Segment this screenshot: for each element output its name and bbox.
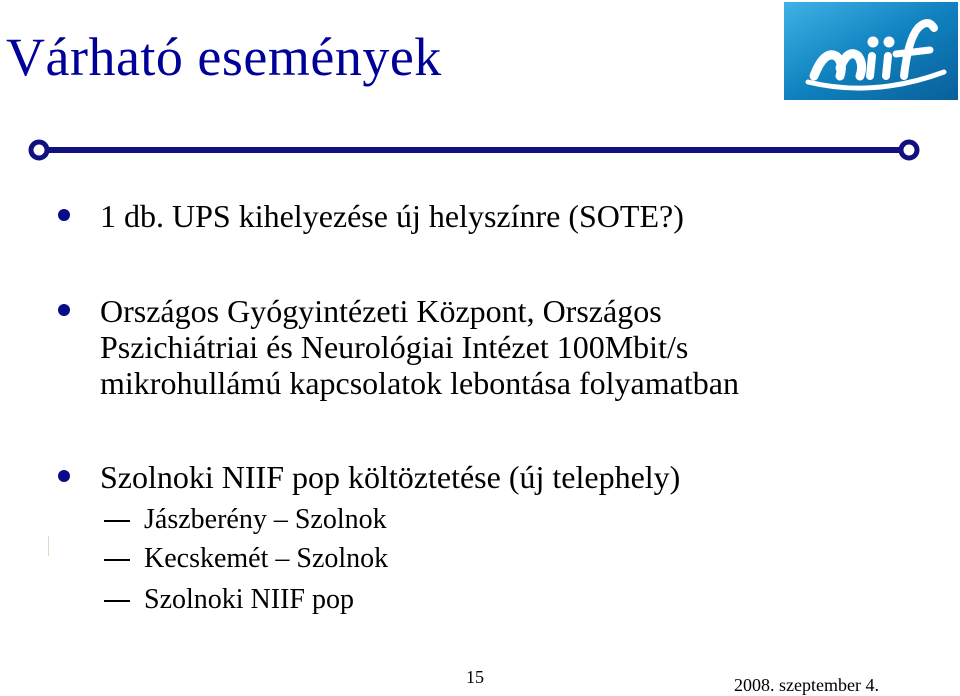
- dash-icon: [104, 520, 130, 522]
- bullet-item-microwave: [100, 293, 739, 401]
- dash-icon: [104, 600, 130, 602]
- sub-item: [144, 543, 388, 575]
- bullet-text: Szolnoki NIIF pop költöztetése (új telephely): [100, 459, 681, 495]
- sub-item-text: Szolnoki NIIF pop: [144, 584, 354, 615]
- bullet-text: mikrohullámú kapcsolatok lebontása folyamatban: [100, 365, 739, 401]
- bullet-text: Országos Gyógyintézeti Központ, Országos: [100, 293, 662, 329]
- sub-item-text: Kecskemét – Szolnok: [144, 543, 389, 574]
- slide-title: Várható események: [6, 27, 442, 87]
- bullet-item-ups: [100, 198, 684, 234]
- sub-item-text: Jászberény – Szolnok: [144, 504, 387, 535]
- bullet-item-szolnok: [100, 459, 680, 495]
- page-number: 15: [466, 667, 484, 687]
- bullet-dot-icon: [58, 304, 70, 316]
- bullet-text: Pszichiátriai és Neurológiai Intézet 100Mbit/s: [100, 329, 689, 365]
- dash-icon: [104, 559, 130, 561]
- bullet-dot-icon: [58, 209, 70, 221]
- bullet-text: 1 db. UPS kihelyezése új helyszínre (SOTE?): [100, 198, 684, 234]
- stray-mark: [48, 536, 49, 556]
- sub-item: [144, 504, 387, 536]
- bullet-dot-icon: [58, 470, 70, 482]
- footer-date: 2008. szeptember 4.: [734, 675, 879, 695]
- sub-item: [144, 584, 354, 616]
